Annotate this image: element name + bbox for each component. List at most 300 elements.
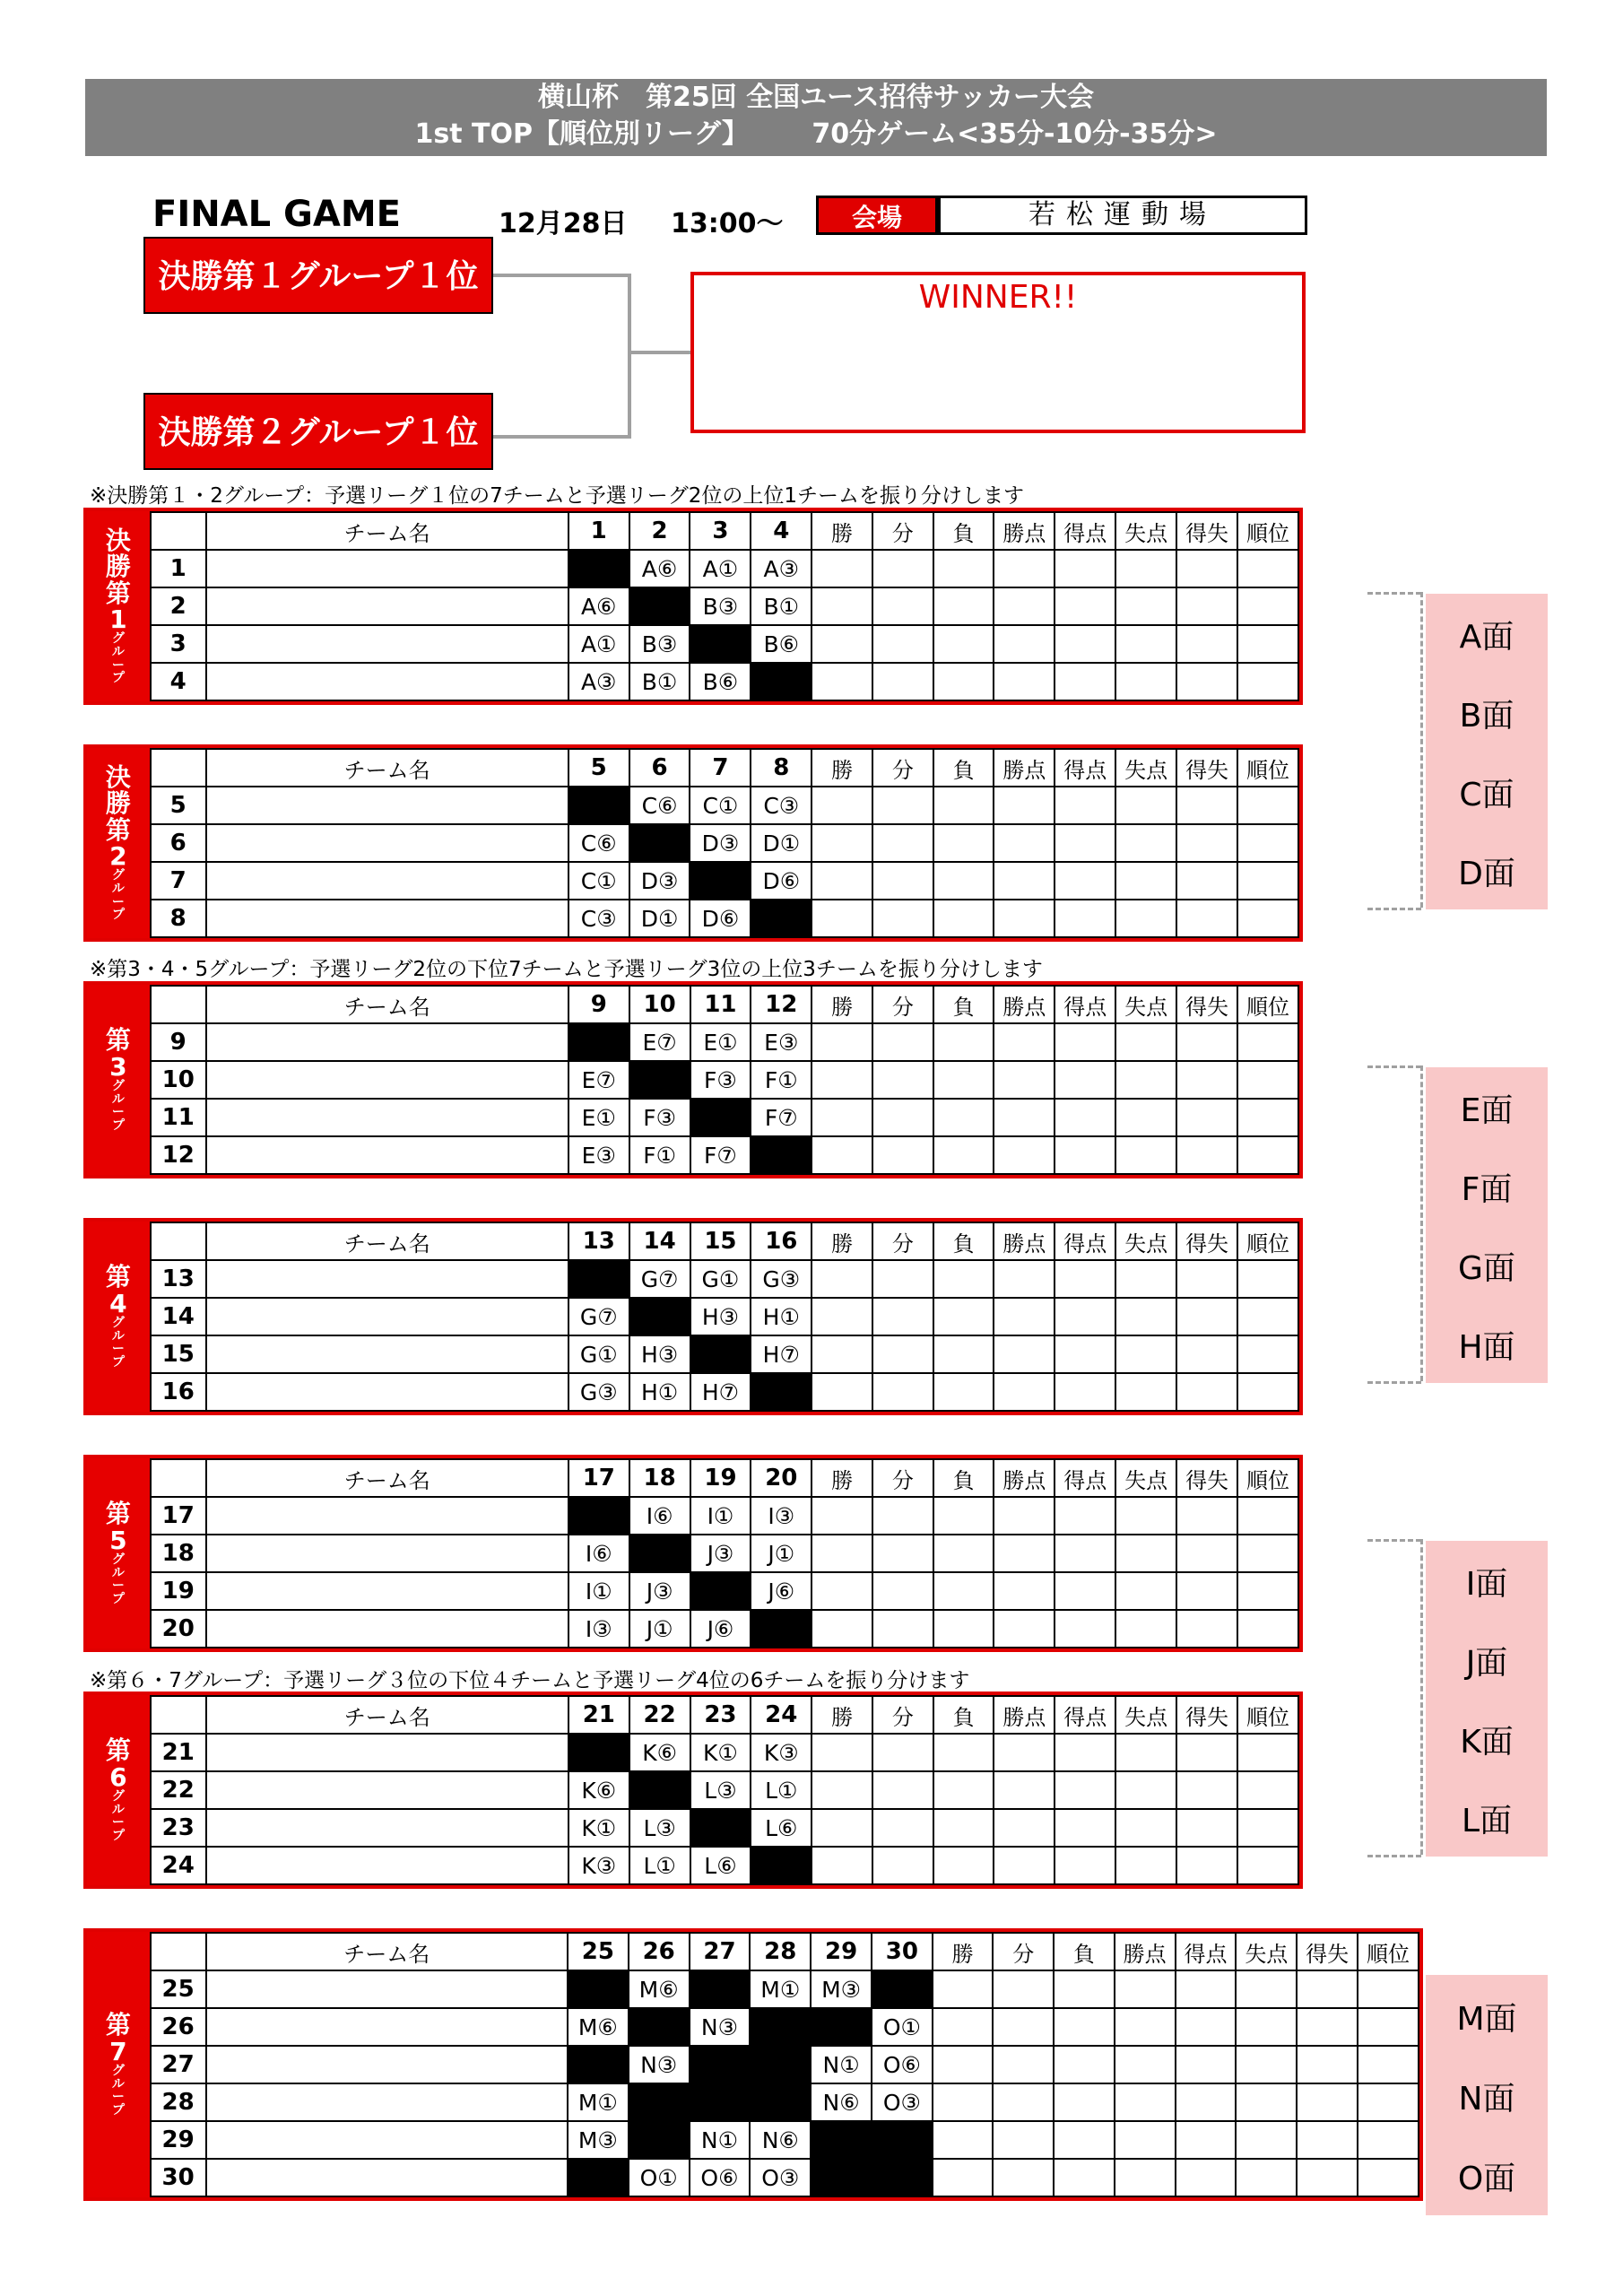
stat-cell[interactable] <box>933 1809 994 1847</box>
stat-cell[interactable] <box>933 1970 994 2008</box>
stat-cell[interactable] <box>1115 550 1176 587</box>
stat-cell[interactable] <box>1237 1809 1298 1847</box>
winner-box <box>690 272 1306 433</box>
stat-cell[interactable] <box>1115 1734 1176 1771</box>
stat-cell[interactable] <box>1055 1260 1115 1298</box>
stat-cell[interactable] <box>1176 1847 1237 1884</box>
court-block <box>1426 1067 1548 1383</box>
stat-header: 分 <box>872 1222 933 1260</box>
stat-cell[interactable] <box>1055 1572 1115 1610</box>
stat-cell[interactable] <box>1115 787 1176 824</box>
stat-cell[interactable] <box>872 1771 933 1809</box>
stat-cell[interactable] <box>872 550 933 587</box>
stat-cell[interactable] <box>1358 1970 1419 2008</box>
stat-cell[interactable] <box>1115 2083 1176 2121</box>
stat-header: 順位 <box>1237 1222 1298 1260</box>
stat-cell[interactable] <box>994 1572 1055 1610</box>
team-name-cell[interactable] <box>206 1809 568 1847</box>
stat-cell[interactable] <box>812 1373 872 1411</box>
stat-cell[interactable] <box>1237 824 1298 862</box>
stat-cell[interactable] <box>1176 625 1237 663</box>
stat-cell[interactable] <box>1237 1610 1298 1648</box>
stat-cell[interactable] <box>933 900 994 937</box>
group-label-small-char: グ <box>111 2064 125 2079</box>
stat-cell[interactable] <box>933 824 994 862</box>
stat-cell[interactable] <box>1055 1373 1115 1411</box>
stat-cell[interactable] <box>812 1771 872 1809</box>
team-name-cell[interactable] <box>206 1335 568 1373</box>
stat-cell[interactable] <box>1176 2121 1237 2159</box>
stat-cell[interactable] <box>872 1373 933 1411</box>
stat-cell[interactable] <box>872 1610 933 1648</box>
stat-header: 負 <box>933 1696 994 1734</box>
stat-cell[interactable] <box>1237 1298 1298 1335</box>
stat-cell[interactable] <box>994 550 1055 587</box>
stat-cell[interactable] <box>993 2046 1054 2083</box>
court-label: F面 <box>1461 1171 1513 1208</box>
stat-cell[interactable] <box>933 1734 994 1771</box>
stat-cell[interactable] <box>872 900 933 937</box>
stat-cell[interactable] <box>1115 1298 1176 1335</box>
stat-cell[interactable] <box>1236 2159 1297 2196</box>
stat-cell[interactable] <box>872 1099 933 1136</box>
stat-cell[interactable] <box>1115 1373 1176 1411</box>
stat-cell[interactable] <box>933 1572 994 1610</box>
match-court-cell: L① <box>751 1771 812 1809</box>
stat-cell[interactable] <box>1237 1572 1298 1610</box>
stat-cell[interactable] <box>1055 1099 1115 1136</box>
stat-cell[interactable] <box>872 663 933 700</box>
stat-cell[interactable] <box>1237 862 1298 900</box>
stat-cell[interactable] <box>994 1061 1055 1099</box>
team-name-cell[interactable] <box>206 1771 568 1809</box>
stat-cell[interactable] <box>993 2159 1054 2196</box>
stat-cell[interactable] <box>933 1136 994 1174</box>
stat-cell[interactable] <box>933 550 994 587</box>
stat-cell[interactable] <box>812 550 872 587</box>
stat-cell[interactable] <box>1176 1734 1237 1771</box>
stat-cell[interactable] <box>933 1610 994 1648</box>
stat-cell[interactable] <box>1115 1099 1176 1136</box>
stat-cell[interactable] <box>812 862 872 900</box>
stat-cell[interactable] <box>933 2008 994 2046</box>
stat-cell[interactable] <box>1115 824 1176 862</box>
team-name-cell[interactable] <box>206 1734 568 1771</box>
team-name-cell[interactable] <box>206 663 568 700</box>
stat-cell[interactable] <box>1115 1061 1176 1099</box>
stat-cell[interactable] <box>812 1023 872 1061</box>
blocked-match-cell <box>751 1136 812 1174</box>
stat-cell[interactable] <box>1236 1970 1297 2008</box>
stat-header: 勝 <box>812 1222 872 1260</box>
team-name-cell[interactable] <box>206 1572 568 1610</box>
stat-cell[interactable] <box>872 625 933 663</box>
stat-cell[interactable] <box>872 587 933 625</box>
stat-cell[interactable] <box>1115 1023 1176 1061</box>
stat-cell[interactable] <box>1115 1260 1176 1298</box>
stat-cell[interactable] <box>812 1809 872 1847</box>
stat-cell[interactable] <box>1054 2121 1115 2159</box>
stat-cell[interactable] <box>1055 1497 1115 1535</box>
stat-cell[interactable] <box>812 1847 872 1884</box>
stat-cell[interactable] <box>812 1298 872 1335</box>
blocked-match-cell <box>751 1373 812 1411</box>
stat-cell[interactable] <box>994 1099 1055 1136</box>
stat-cell[interactable] <box>933 1335 994 1373</box>
stat-cell[interactable] <box>994 900 1055 937</box>
stat-cell[interactable] <box>1358 2046 1419 2083</box>
stat-cell[interactable] <box>1055 862 1115 900</box>
team-name-cell[interactable] <box>206 1847 568 1884</box>
team-name-cell[interactable] <box>206 1610 568 1648</box>
team-name-cell[interactable] <box>206 2008 568 2046</box>
court-bracket-bottom <box>1367 1381 1421 1384</box>
team-name-cell[interactable] <box>206 1373 568 1411</box>
stat-cell[interactable] <box>1115 1572 1176 1610</box>
stat-cell[interactable] <box>1237 1373 1298 1411</box>
stat-cell[interactable] <box>1237 787 1298 824</box>
stat-cell[interactable] <box>1237 1260 1298 1298</box>
stat-cell[interactable] <box>1115 1136 1176 1174</box>
team-name-cell[interactable] <box>206 824 568 862</box>
stat-cell[interactable] <box>1237 1535 1298 1572</box>
stat-cell[interactable] <box>1237 550 1298 587</box>
stat-cell[interactable] <box>812 1610 872 1648</box>
header-corner <box>151 1459 206 1497</box>
stat-cell[interactable] <box>933 1023 994 1061</box>
stat-cell[interactable] <box>994 1610 1055 1648</box>
stat-cell[interactable] <box>872 1572 933 1610</box>
stat-cell[interactable] <box>1358 2083 1419 2121</box>
stat-cell[interactable] <box>1055 1809 1115 1847</box>
stat-cell[interactable] <box>1236 2083 1297 2121</box>
team-name-cell[interactable] <box>206 1136 568 1174</box>
stat-cell[interactable] <box>1176 787 1237 824</box>
stat-cell[interactable] <box>933 1373 994 1411</box>
stat-cell[interactable] <box>933 787 994 824</box>
stat-cell[interactable] <box>872 1734 933 1771</box>
stat-cell[interactable] <box>1237 1734 1298 1771</box>
team-name-cell[interactable] <box>206 787 568 824</box>
stat-cell[interactable] <box>1236 2121 1297 2159</box>
stat-cell[interactable] <box>994 1023 1055 1061</box>
stat-cell[interactable] <box>994 1136 1055 1174</box>
stat-cell[interactable] <box>1115 663 1176 700</box>
team-name-cell[interactable] <box>206 1061 568 1099</box>
stat-cell[interactable] <box>1055 1335 1115 1373</box>
stat-cell[interactable] <box>1176 2046 1237 2083</box>
stat-cell[interactable] <box>994 1535 1055 1572</box>
stat-cell[interactable] <box>1237 1497 1298 1535</box>
stat-cell[interactable] <box>812 824 872 862</box>
stat-cell[interactable] <box>1297 2159 1358 2196</box>
stat-header: 得失 <box>1176 512 1237 550</box>
stat-cell[interactable] <box>1115 2046 1176 2083</box>
blocked-match-cell <box>568 1734 629 1771</box>
stat-cell[interactable] <box>1115 1970 1176 2008</box>
stat-cell[interactable] <box>994 1847 1055 1884</box>
stat-cell[interactable] <box>994 1771 1055 1809</box>
stat-cell[interactable] <box>812 1061 872 1099</box>
stat-cell[interactable] <box>1055 625 1115 663</box>
stat-cell[interactable] <box>994 824 1055 862</box>
stat-cell[interactable] <box>1176 862 1237 900</box>
stat-cell[interactable] <box>872 1535 933 1572</box>
match-court-cell: B③ <box>690 587 751 625</box>
stat-cell[interactable] <box>872 862 933 900</box>
stat-cell[interactable] <box>1055 1610 1115 1648</box>
stat-cell[interactable] <box>1297 2046 1358 2083</box>
stat-cell[interactable] <box>812 1572 872 1610</box>
stat-cell[interactable] <box>1115 1335 1176 1373</box>
stat-cell[interactable] <box>933 862 994 900</box>
stat-cell[interactable] <box>1237 625 1298 663</box>
stat-cell[interactable] <box>933 1535 994 1572</box>
stat-cell[interactable] <box>812 1497 872 1535</box>
stat-cell[interactable] <box>1176 550 1237 587</box>
header-format: 1st TOP【順位別リーグ】 <box>414 118 749 150</box>
stat-cell[interactable] <box>1176 1136 1237 1174</box>
stat-cell[interactable] <box>994 587 1055 625</box>
stat-cell[interactable] <box>1054 1970 1115 2008</box>
stat-cell[interactable] <box>872 1023 933 1061</box>
stat-cell[interactable] <box>872 824 933 862</box>
stat-cell[interactable] <box>1055 663 1115 700</box>
stat-cell[interactable] <box>993 2083 1054 2121</box>
stat-cell[interactable] <box>994 1260 1055 1298</box>
team-name-cell[interactable] <box>206 1497 568 1535</box>
stat-cell[interactable] <box>1176 1809 1237 1847</box>
stat-cell[interactable] <box>1055 1298 1115 1335</box>
stat-cell[interactable] <box>933 2121 994 2159</box>
blocked-match-cell <box>629 2008 690 2046</box>
stat-cell[interactable] <box>1176 663 1237 700</box>
stat-cell[interactable] <box>1176 1771 1237 1809</box>
stat-cell[interactable] <box>1358 2008 1419 2046</box>
stat-cell[interactable] <box>1055 1023 1115 1061</box>
team-name-cell[interactable] <box>206 2159 568 2196</box>
stat-cell[interactable] <box>1236 2008 1297 2046</box>
blocked-match-cell <box>629 2121 690 2159</box>
table-row <box>151 1771 1298 1809</box>
stat-cell[interactable] <box>1237 663 1298 700</box>
stat-cell[interactable] <box>1237 1023 1298 1061</box>
stat-header: 得点 <box>1176 1933 1237 1970</box>
stat-cell[interactable] <box>1176 1970 1237 2008</box>
stat-cell[interactable] <box>1176 2008 1237 2046</box>
stat-cell[interactable] <box>1115 2121 1176 2159</box>
stat-cell[interactable] <box>1176 1260 1237 1298</box>
stat-cell[interactable] <box>1237 1136 1298 1174</box>
stat-cell[interactable] <box>1055 550 1115 587</box>
stat-cell[interactable] <box>812 787 872 824</box>
stat-cell[interactable] <box>993 2121 1054 2159</box>
stat-cell[interactable] <box>1176 587 1237 625</box>
stat-cell[interactable] <box>1054 2046 1115 2083</box>
stat-cell[interactable] <box>1115 900 1176 937</box>
stat-cell[interactable] <box>1176 1497 1237 1535</box>
team-name-cell[interactable] <box>206 2046 568 2083</box>
stat-cell[interactable] <box>1115 587 1176 625</box>
stat-cell[interactable] <box>1054 2008 1115 2046</box>
stat-cell[interactable] <box>1176 2159 1237 2196</box>
stat-cell[interactable] <box>1055 824 1115 862</box>
table-header-row <box>151 512 1298 550</box>
stat-cell[interactable] <box>1237 1847 1298 1884</box>
opponent-number-header: 18 <box>629 1459 690 1497</box>
stat-cell[interactable] <box>933 1260 994 1298</box>
stat-cell[interactable] <box>1358 2159 1419 2196</box>
stat-cell[interactable] <box>1055 1734 1115 1771</box>
stat-cell[interactable] <box>994 1373 1055 1411</box>
stat-cell[interactable] <box>1055 587 1115 625</box>
stat-cell[interactable] <box>994 663 1055 700</box>
stat-cell[interactable] <box>1115 625 1176 663</box>
stat-cell[interactable] <box>1176 824 1237 862</box>
stat-cell[interactable] <box>933 2083 994 2121</box>
team-name-cell[interactable] <box>206 900 568 937</box>
stat-cell[interactable] <box>1176 2083 1237 2121</box>
stat-cell[interactable] <box>1115 2008 1176 2046</box>
stat-cell[interactable] <box>933 1497 994 1535</box>
stat-cell[interactable] <box>1054 2159 1115 2196</box>
stat-cell[interactable] <box>933 587 994 625</box>
team-name-cell[interactable] <box>206 2121 568 2159</box>
stat-cell[interactable] <box>1237 900 1298 937</box>
match-court-cell: H⑦ <box>690 1373 751 1411</box>
stat-cell[interactable] <box>812 1335 872 1373</box>
team-name-cell[interactable] <box>206 2083 568 2121</box>
stat-cell[interactable] <box>1237 1335 1298 1373</box>
stat-cell[interactable] <box>872 787 933 824</box>
stat-cell[interactable] <box>1237 1771 1298 1809</box>
stat-cell[interactable] <box>1237 1061 1298 1099</box>
stat-cell[interactable] <box>1297 1970 1358 2008</box>
stat-cell[interactable] <box>993 1970 1054 2008</box>
stat-cell[interactable] <box>872 1497 933 1535</box>
stat-cell[interactable] <box>1115 1535 1176 1572</box>
stat-cell[interactable] <box>933 1298 994 1335</box>
stat-cell[interactable] <box>933 1099 994 1136</box>
stat-cell[interactable] <box>1055 900 1115 937</box>
stat-cell[interactable] <box>993 2008 1054 2046</box>
stat-cell[interactable] <box>1115 1847 1176 1884</box>
stat-cell[interactable] <box>1055 787 1115 824</box>
team-name-cell[interactable] <box>206 1535 568 1572</box>
stat-cell[interactable] <box>1055 1847 1115 1884</box>
team-name-cell[interactable] <box>206 1970 568 2008</box>
stat-cell[interactable] <box>812 1136 872 1174</box>
stat-cell[interactable] <box>1115 1610 1176 1648</box>
stat-cell[interactable] <box>812 900 872 937</box>
stat-cell[interactable] <box>872 1136 933 1174</box>
stat-cell[interactable] <box>872 1809 933 1847</box>
stat-cell[interactable] <box>1054 2083 1115 2121</box>
stat-cell[interactable] <box>872 1335 933 1373</box>
stat-cell[interactable] <box>1115 1809 1176 1847</box>
team-name-cell[interactable] <box>206 625 568 663</box>
stat-cell[interactable] <box>1237 1099 1298 1136</box>
stat-cell[interactable] <box>1176 1023 1237 1061</box>
stat-cell[interactable] <box>812 1535 872 1572</box>
team-name-cell[interactable] <box>206 1099 568 1136</box>
stat-cell[interactable] <box>1358 2121 1419 2159</box>
stat-cell[interactable] <box>1055 1061 1115 1099</box>
stat-header: 分 <box>872 1459 933 1497</box>
stat-cell[interactable] <box>1176 1373 1237 1411</box>
stat-cell[interactable] <box>994 1497 1055 1535</box>
stat-cell[interactable] <box>1297 2121 1358 2159</box>
stat-cell[interactable] <box>1297 2083 1358 2121</box>
stat-cell[interactable] <box>994 862 1055 900</box>
stat-cell[interactable] <box>872 1061 933 1099</box>
stat-cell[interactable] <box>994 1335 1055 1373</box>
stat-cell[interactable] <box>872 1260 933 1298</box>
team-name-cell[interactable] <box>206 587 568 625</box>
stat-cell[interactable] <box>1115 1497 1176 1535</box>
stat-cell[interactable] <box>933 625 994 663</box>
stat-cell[interactable] <box>994 1734 1055 1771</box>
stat-cell[interactable] <box>994 787 1055 824</box>
stat-cell[interactable] <box>1055 1535 1115 1572</box>
stat-cell[interactable] <box>1236 2046 1297 2083</box>
team-name-cell[interactable] <box>206 862 568 900</box>
team-number: 26 <box>151 2008 206 2046</box>
stat-cell[interactable] <box>933 2046 994 2083</box>
stat-cell[interactable] <box>933 663 994 700</box>
stat-cell[interactable] <box>812 1099 872 1136</box>
stat-cell[interactable] <box>872 1298 933 1335</box>
stat-cell[interactable] <box>933 1771 994 1809</box>
stat-cell[interactable] <box>812 625 872 663</box>
stat-cell[interactable] <box>812 1734 872 1771</box>
opponent-number-header: 1 <box>568 512 629 550</box>
stat-cell[interactable] <box>1176 1535 1237 1572</box>
team-name-cell[interactable] <box>206 1023 568 1061</box>
stat-cell[interactable] <box>933 1847 994 1884</box>
match-court-cell: C① <box>690 787 751 824</box>
stat-cell[interactable] <box>994 1298 1055 1335</box>
stat-cell[interactable] <box>1115 2159 1176 2196</box>
stat-cell[interactable] <box>1115 1771 1176 1809</box>
stat-header: 勝点 <box>994 1459 1055 1497</box>
team-number: 7 <box>151 862 206 900</box>
stat-cell[interactable] <box>1176 1061 1237 1099</box>
stat-cell[interactable] <box>1055 1771 1115 1809</box>
stat-cell[interactable] <box>1176 1298 1237 1335</box>
stat-cell[interactable] <box>994 1809 1055 1847</box>
stat-cell[interactable] <box>1176 1572 1237 1610</box>
stat-cell[interactable] <box>1176 1099 1237 1136</box>
stat-cell[interactable] <box>1055 1136 1115 1174</box>
stat-cell[interactable] <box>812 663 872 700</box>
stat-cell[interactable] <box>1176 900 1237 937</box>
stat-cell[interactable] <box>872 1847 933 1884</box>
stat-cell[interactable] <box>812 1260 872 1298</box>
team-name-cell[interactable] <box>206 1298 568 1335</box>
stat-cell[interactable] <box>1297 2008 1358 2046</box>
stat-cell[interactable] <box>1176 1335 1237 1373</box>
stat-cell[interactable] <box>1237 587 1298 625</box>
stat-cell[interactable] <box>994 625 1055 663</box>
stat-cell[interactable] <box>933 2159 994 2196</box>
team-name-cell[interactable] <box>206 550 568 587</box>
stat-cell[interactable] <box>933 1061 994 1099</box>
team-name-cell[interactable] <box>206 1260 568 1298</box>
stat-cell[interactable] <box>812 587 872 625</box>
stat-cell[interactable] <box>1115 862 1176 900</box>
stat-cell[interactable] <box>1176 1610 1237 1648</box>
